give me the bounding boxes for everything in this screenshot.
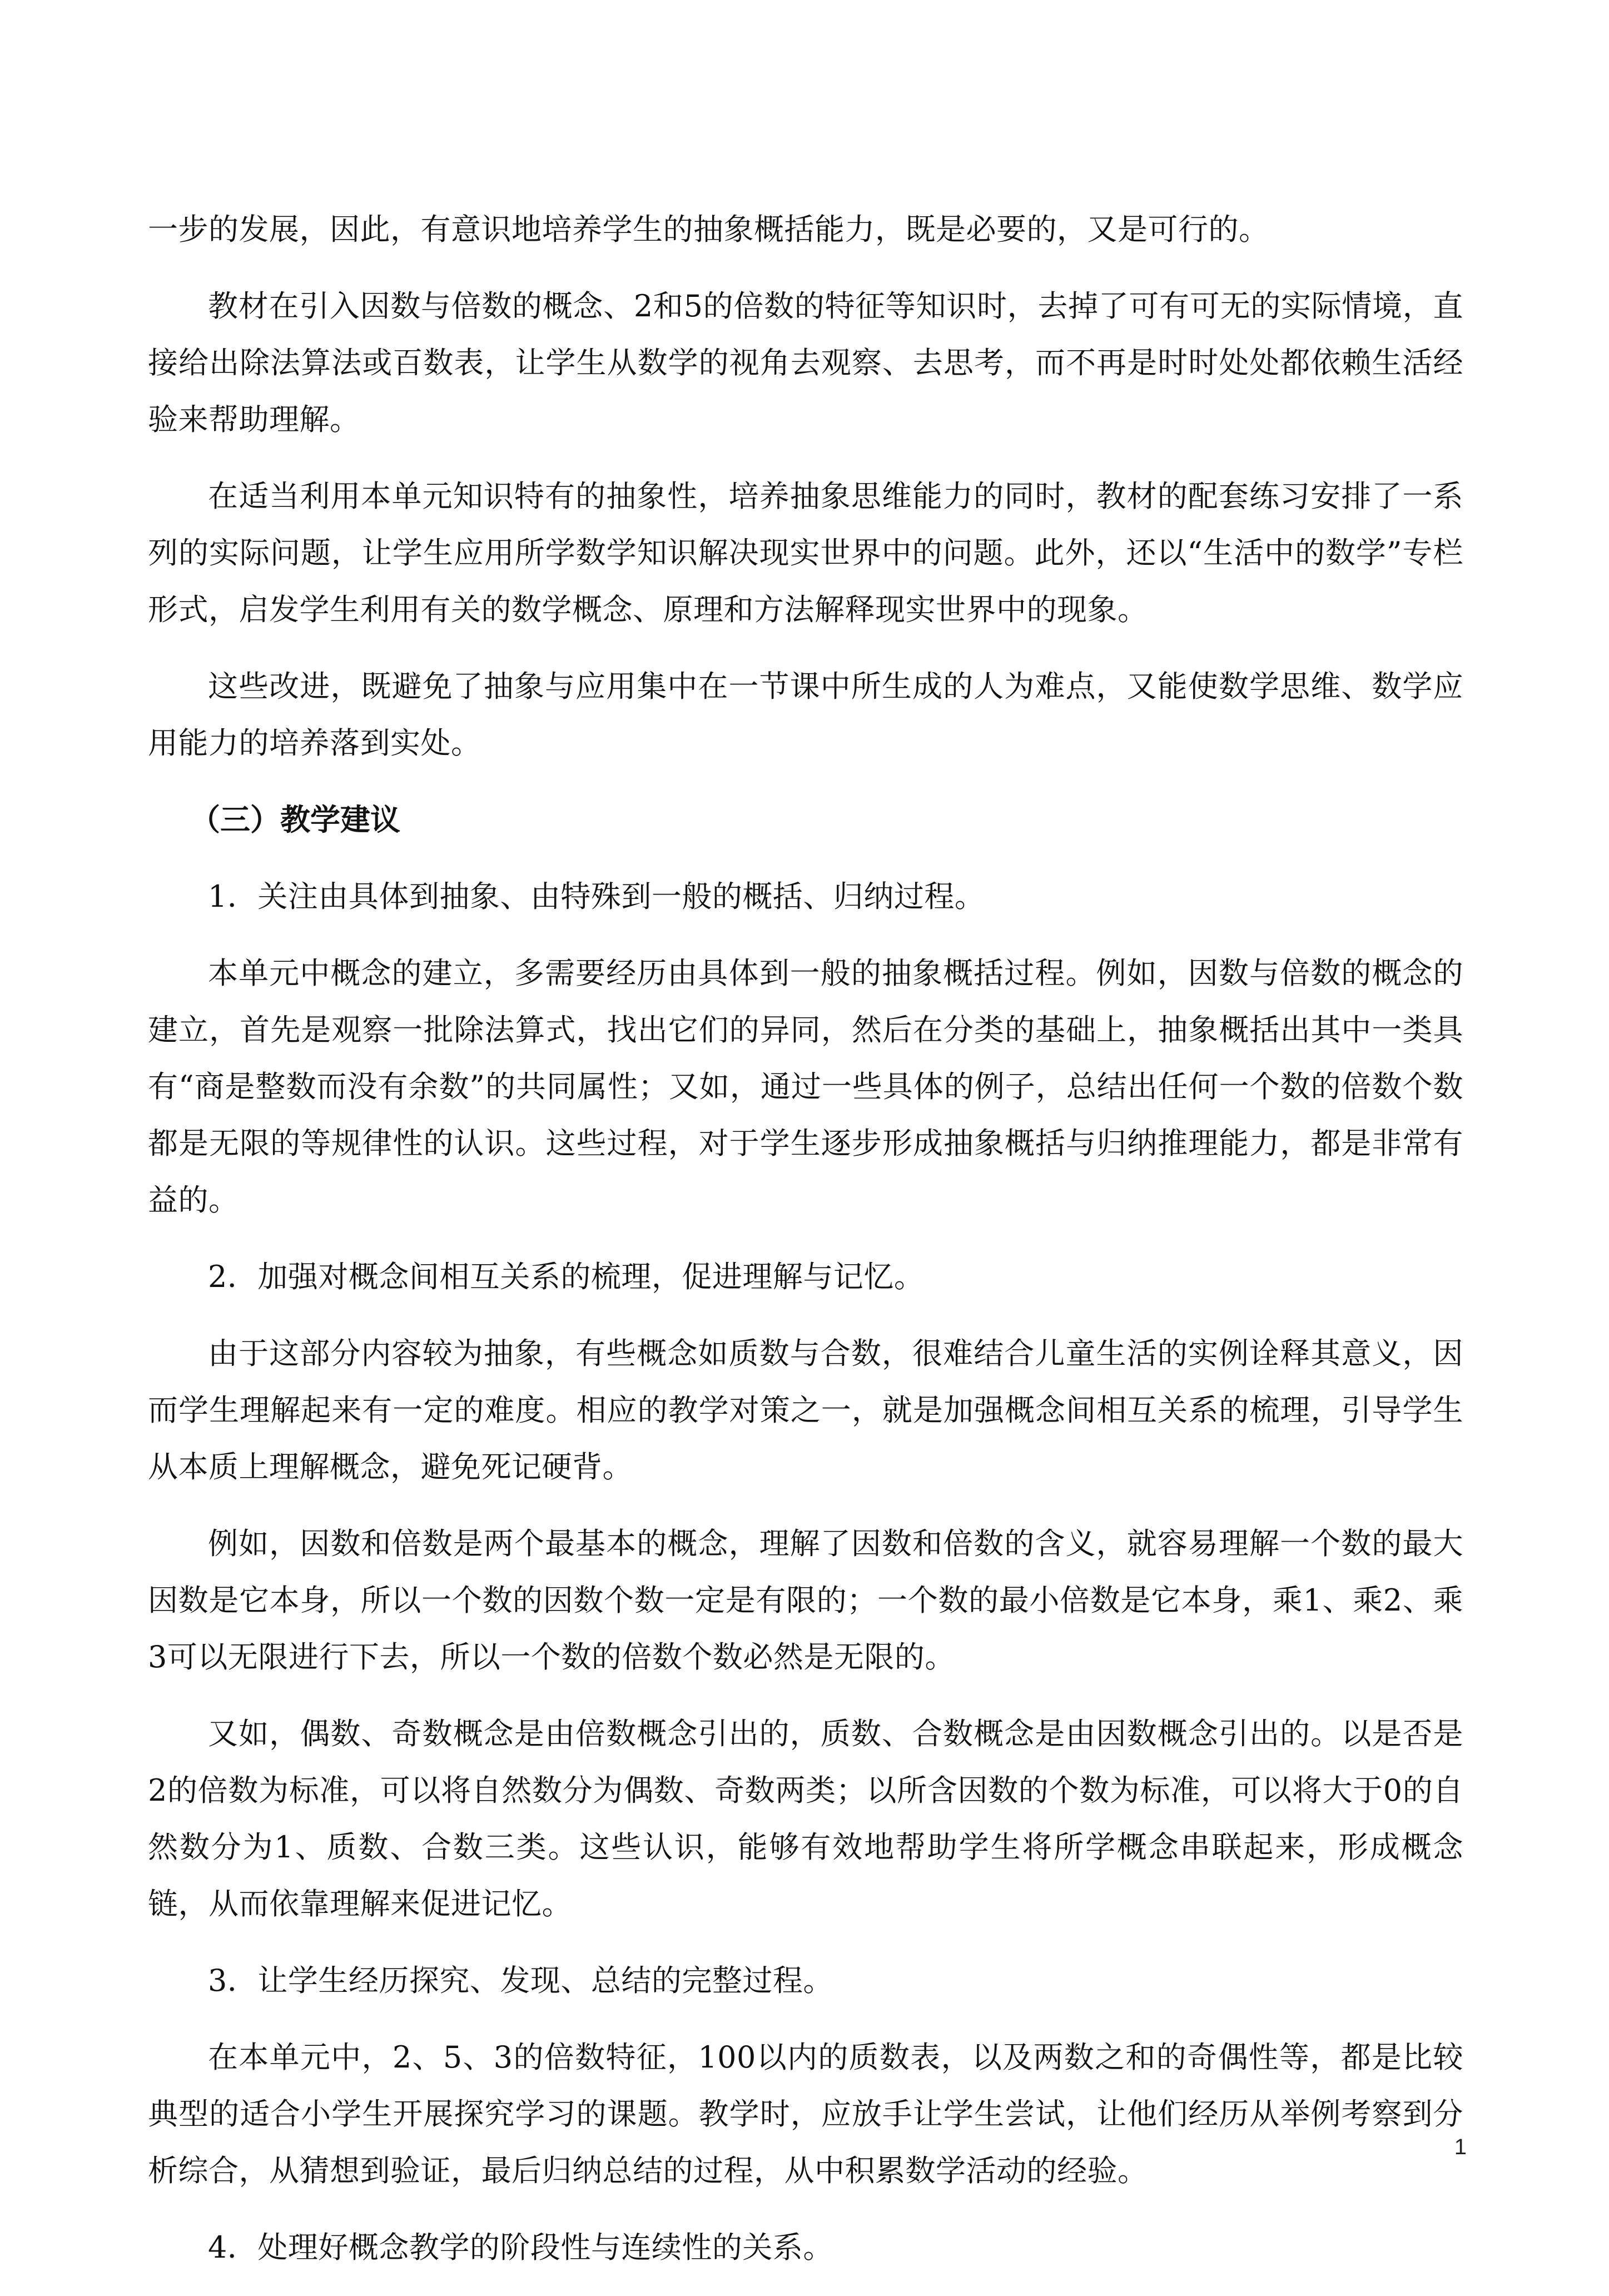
paragraph-continuation: 一步的发展，因此，有意识地培养学生的抽象概括能力，既是必要的，又是可行的。: [148, 212, 1269, 247]
paragraph-practice: 在适当利用本单元知识特有的抽象性，培养抽象思维能力的同时，教材的配套练习安排了一系列的实际问题，让学生应用所学数学知识解决现实世界中的问题。此外，还以“生活中的数学”专栏形式，启发学生利用有关的数学概念、原理和方法解释现实世界中的现象。: [148, 479, 1463, 627]
item-2-body-3: 又如，偶数、奇数概念是由倍数概念引出的，质数、合数概念是由因数概念引出的。以是否是2的倍数为标准，可以将自然数分为偶数、奇数两类；以所含因数的个数为标准，可以将大于0的自然数分为1、质数、合数三类。这些认识，能够有效地帮助学生将所学概念串联起来，形成概念链，从而依靠理解来促进记忆。: [148, 1716, 1463, 1921]
item-1-body: 本单元中概念的建立，多需要经历由具体到一般的抽象概括过程。例如，因数与倍数的概念的建立，首先是观察一批除法算式，找出它们的异同，然后在分类的基础上，抽象概括出其中一类具有“商是整数而没有余数”的共同属性；又如，通过一些具体的例子，总结出任何一个数的倍数个数都是无限的等规律性的认识。这些过程，对于学生逐步形成抽象概括与归纳推理能力，都是非常有益的。: [148, 956, 1463, 1217]
item-4-title: 4．处理好概念教学的阶段性与连续性的关系。: [208, 2230, 833, 2265]
paragraph-textbook-intro: 教材在引入因数与倍数的概念、2和5的倍数的特征等知识时，去掉了可有可无的实际情境，直接给出除法算法或百数表，让学生从数学的视角去观察、去思考，而不再是时时处处都依赖生活经验来帮助理解。: [148, 289, 1463, 437]
page-body: [148, 201, 1463, 2296]
item-2-body-2: 例如，因数和倍数是两个最基本的概念，理解了因数和倍数的含义，就容易理解一个数的最大因数是它本身，所以一个数的因数个数一定是有限的；一个数的最小倍数是它本身，乘1、乘2、乘3可以无限进行下去，所以一个数的倍数个数必然是无限的。: [148, 1526, 1463, 1674]
section-heading-teaching-suggestions: （三）教学建议: [190, 802, 400, 837]
item-2-title: 2．加强对概念间相互关系的梳理，促进理解与记忆。: [208, 1259, 925, 1294]
item-2-body-1: 由于这部分内容较为抽象，有些概念如质数与合数，很难结合儿童生活的实例诠释其意义，因而学生理解起来有一定的难度。相应的教学对策之一，就是加强概念间相互关系的梳理，引导学生从本质上理解概念，避免死记硬背。: [148, 1336, 1463, 1484]
page-number: 1: [1454, 2135, 1467, 2159]
paragraph-improvements: 这些改进，既避免了抽象与应用集中在一节课中所生成的人为难点，又能使数学思维、数学应用能力的培养落到实处。: [148, 669, 1463, 761]
item-1-title: 1．关注由具体到抽象、由特殊到一般的概括、归纳过程。: [208, 879, 985, 914]
item-3-title: 3．让学生经历探究、发现、总结的完整过程。: [208, 1963, 833, 1998]
item-3-body: 在本单元中，2、5、3的倍数特征，100以内的质数表，以及两数之和的奇偶性等，都是比较典型的适合小学生开展探究学习的课题。教学时，应放手让学生尝试，让他们经历从举例考察到分析综合，从猜想到验证，最后归纳总结的过程，从中积累数学活动的经验。: [148, 2040, 1463, 2188]
